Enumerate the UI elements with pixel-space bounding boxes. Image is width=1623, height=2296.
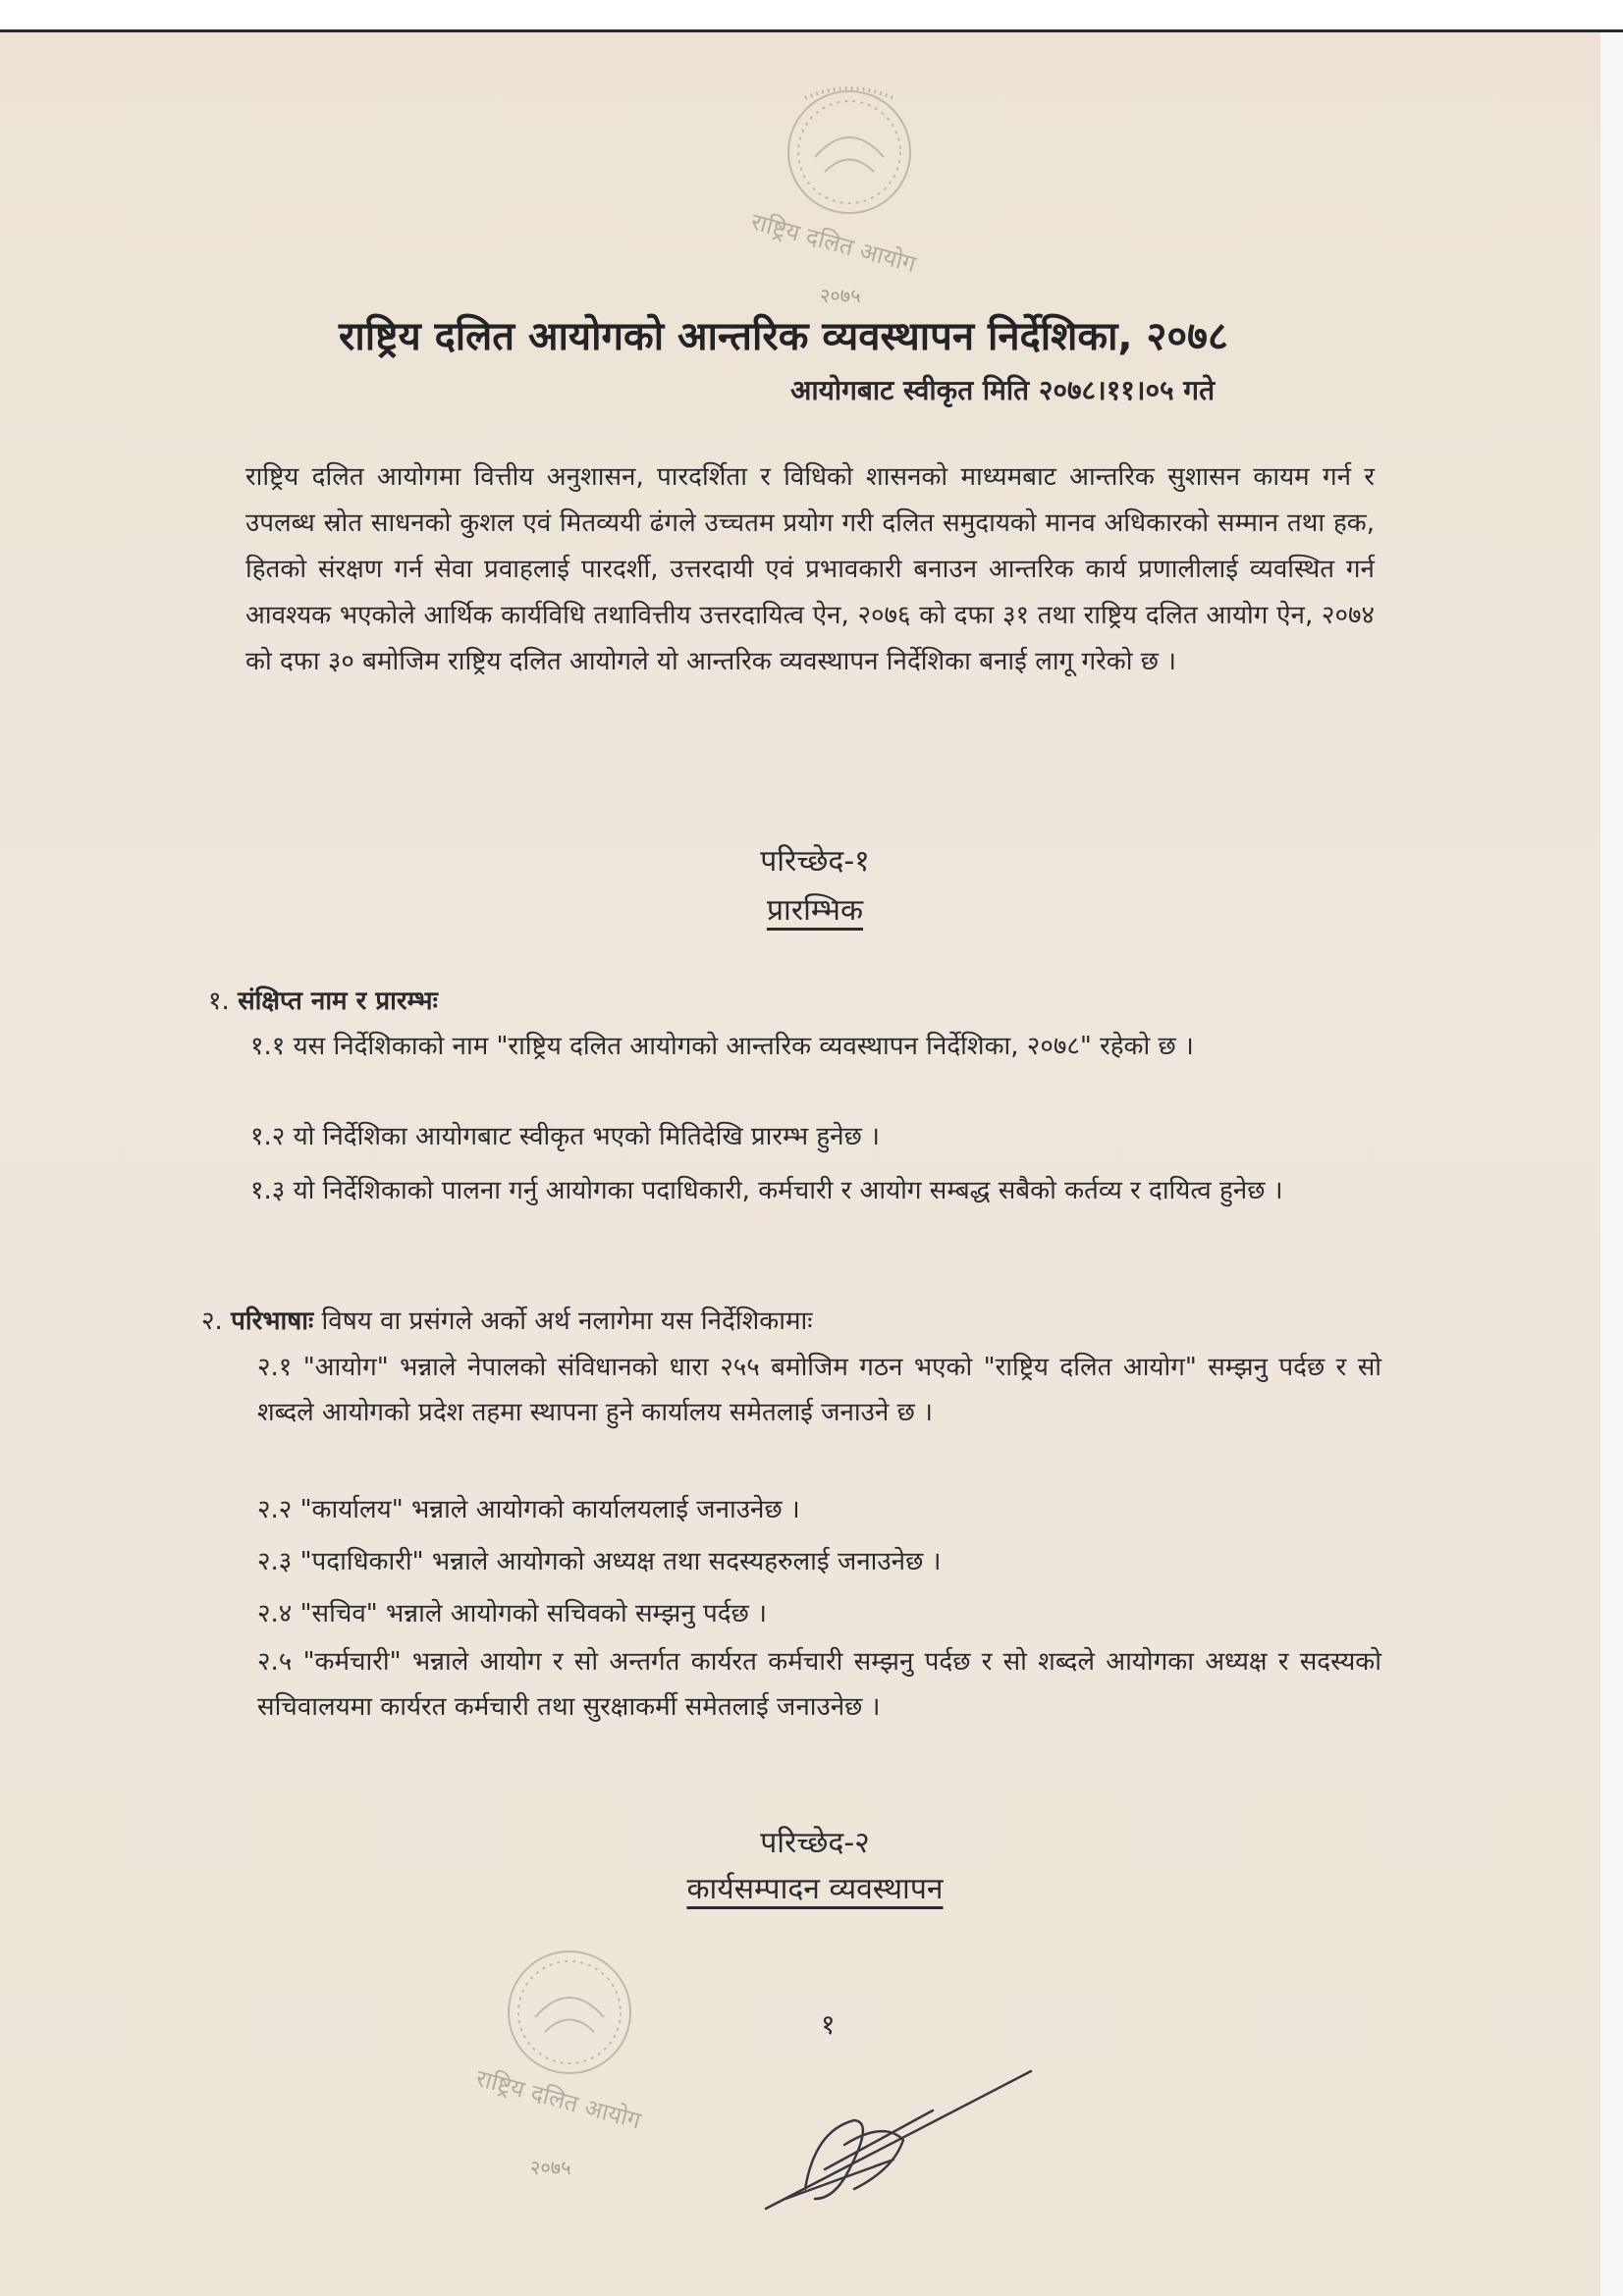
section-1-item: १.१ यस निर्देशिकाको नाम "राष्ट्रिय दलित आयोगको आन्तरिक व्यवस्थापन निर्देशिका, २०७८" रहेको छ । bbox=[250, 1032, 1194, 1061]
section-2-title: परिभाषाः bbox=[231, 1307, 314, 1336]
seal-bottom-year: २०७५ bbox=[530, 2156, 571, 2179]
section-1-item: १.३ यो निर्देशिकाको पालना गर्नु आयोगका पदाधिकारी, कर्मचारी र आयोग सम्बद्ध सबैको कर्तव्य र दायित्व हुनेछ । bbox=[250, 1176, 1283, 1205]
section-2-subtitle: विषय वा प्रसंगले अर्को अर्थ नलागेमा यस निर्देशिकामाः bbox=[321, 1307, 813, 1336]
section-2-item: २.२ "कार्यालय" भन्नाले आयोगको कार्यालयलाई जनाउनेछ । bbox=[257, 1495, 800, 1524]
chapter-2-title-text: कार्यसम्पादन व्यवस्थापन bbox=[686, 1872, 944, 1906]
seal-top-caption: राष्ट्रिय दलित आयोग bbox=[748, 207, 919, 279]
section-2-heading bbox=[201, 1302, 813, 1337]
chapter-2-label: परिच्छेद-२ bbox=[760, 1826, 870, 1860]
seal-bottom-caption: राष्ट्रिय दलित आयोग bbox=[472, 2063, 644, 2135]
section-1-heading bbox=[208, 982, 438, 1017]
seal-top-year: २०७५ bbox=[820, 284, 861, 307]
chapter-2-title bbox=[619, 1867, 1011, 1907]
scan-right-margin bbox=[1600, 32, 1623, 2296]
signature-scribble bbox=[746, 2052, 1041, 2228]
approval-date: आयोगबाट स्वीकृत मिति २०७८।११।०५ गते bbox=[790, 374, 1216, 406]
section-1-number: १. bbox=[208, 987, 230, 1016]
chapter-1-title-text: प्रारम्भिक bbox=[766, 893, 863, 928]
section-1-title: संक्षिप्त नाम र प्रारम्भः bbox=[238, 987, 438, 1016]
preamble-paragraph: राष्ट्रिय दलित आयोगमा वित्तीय अनुशासन, पारदर्शिता र विधिको शासनको माध्यमबाट आन्तरिक सुशासन कायम गर्न र उपलब्ध स्रोत साधनको कुशल एवं मितव्ययी ढंगले उच्चतम प्रयोग गरी दलित समुदायको मानव अधिकारको सम्मान तथा हक, हितको संरक्षण गर्न सेवा प्रवाहलाई पारदर्शी, उत्तरदायी एवं प्रभावकारी बनाउन आन्तरिक कार्य प्रणालीलाई व्यवस्थित गर्न आवश्यक भएकोले आर्थिक कार्यविधि तथावित्तीय उत्तरदायित्व ऐन, २०७६ को दफा ३१ तथा राष्ट्रिय दलित आयोग ऐन, २०७४ को दफा ३० बमोजिम राष्ट्रिय दलित आयोगले यो आन्तरिक व्यवस्थापन निर्देशिका बनाई लागू गरेको छ । bbox=[245, 462, 1375, 676]
section-2-item: २.१ "आयोग" भन्नाले नेपालको संविधानको धारा २५५ बमोजिम गठन भएको "राष्ट्रिय दलित आयोग" सम्झनु पर्दछ र सो शब्दले आयोगको प्रदेश तहमा स्थापना हुने कार्यालय समेतलाई जनाउने छ । bbox=[257, 1353, 1381, 1427]
section-2-item: २.४ "सचिव" भन्नाले आयोगको सचिवको सम्झनु पर्दछ । bbox=[257, 1599, 767, 1629]
section-1-item: १.२ यो निर्देशिका आयोगबाट स्वीकृत भएको मितिदेखि प्रारम्भ हुनेछ । bbox=[250, 1122, 880, 1151]
chapter-1-title bbox=[619, 888, 1011, 929]
section-2-number: २. bbox=[201, 1307, 223, 1336]
section-2-item: २.३ "पदाधिकारी" भन्नाले आयोगको अध्यक्ष तथा सदस्यहरुलाई जनाउनेछ । bbox=[257, 1547, 942, 1576]
page-number: १ bbox=[821, 2008, 836, 2041]
seal-stamp-top bbox=[687, 49, 1011, 314]
document-title: राष्ट्रिय दलित आयोगको आन्तरिक व्यवस्थापन निर्देशिका, २०७८ bbox=[339, 314, 1228, 359]
seal-stamp-bottom bbox=[442, 1944, 766, 2209]
chapter-1-label: परिच्छेद-१ bbox=[760, 844, 870, 879]
section-2-item: २.५ "कर्मचारी" भन्नाले आयोग र सो अन्तर्गत कार्यरत कर्मचारी सम्झनु पर्दछ र सो शब्दले आयोगका अध्यक्ष र सदस्यको सचिवालयमा कार्यरत कर्मचारी तथा सुरक्षाकर्मी समेतलाई जनाउनेछ । bbox=[257, 1647, 1381, 1722]
